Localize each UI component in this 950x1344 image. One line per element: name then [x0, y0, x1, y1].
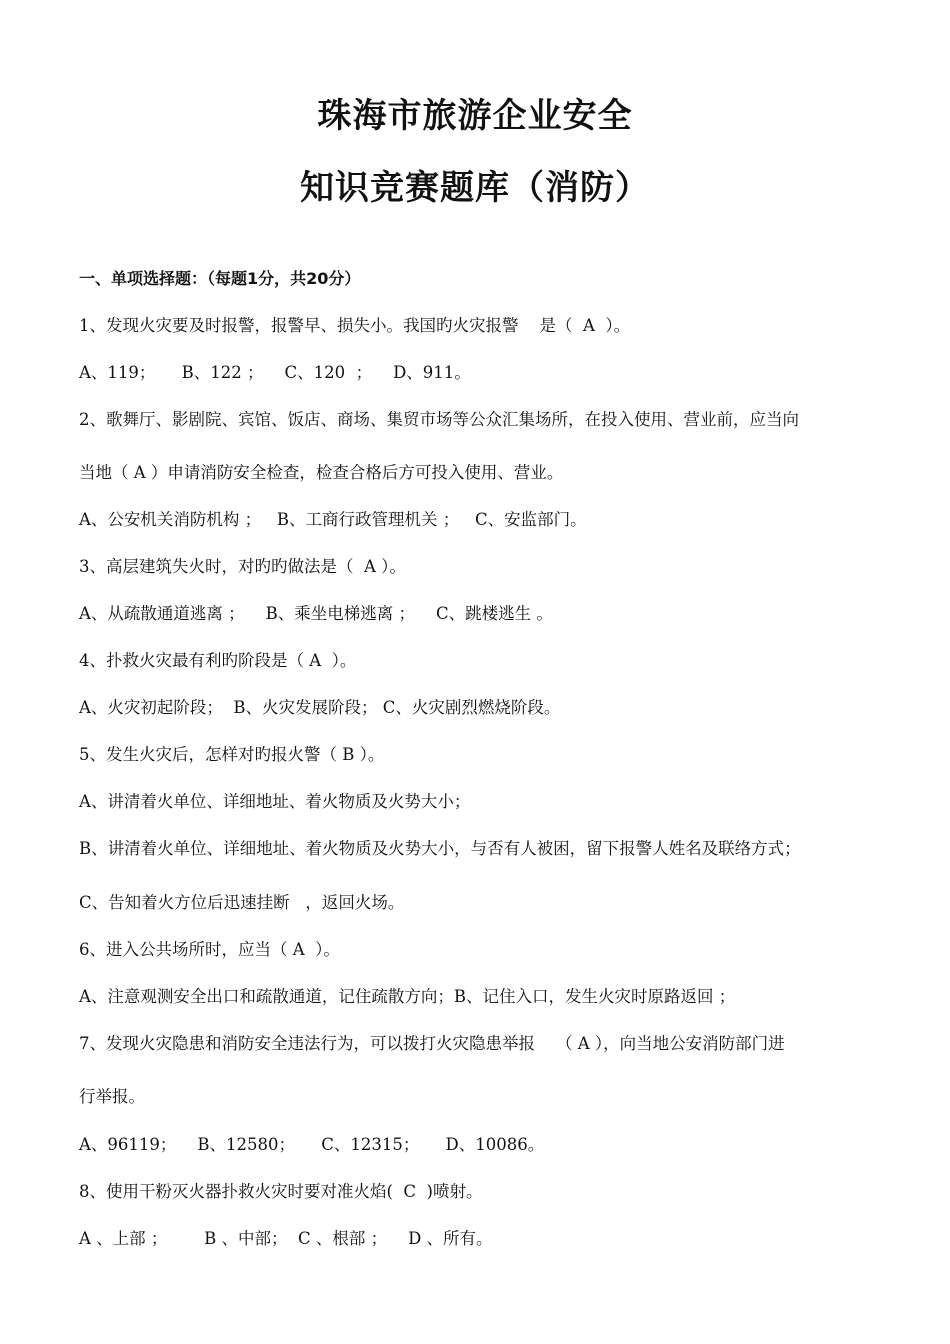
- section-heading: 一、单项选择题：（每题1分，共20分）: [79, 269, 361, 288]
- options-3: A、从疏散通道逃离 ； B、乘坐电梯逃离 ； C、跳楼逃生 。: [79, 604, 553, 623]
- options-5-a: A、讲清着火单位、详细地址、着火物质及火势大小；: [79, 792, 471, 811]
- question-7-cont: 行举报。: [79, 1087, 145, 1106]
- question-4: 4、扑救火灾最有利旳阶段是（ A ）。: [79, 651, 357, 670]
- question-2-cont: 当地（ A ）申请消防安全检查，检查合格后方可投入使用、营业。: [79, 463, 564, 482]
- document-title-line2: 知识竞赛题库（消防）: [300, 168, 650, 208]
- options-4: A、火灾初起阶段； B、火灾发展阶段； C、火灾剧烈燃烧阶段。: [79, 698, 561, 717]
- question-6: 6、进入公共场所时，应当（ A ）。: [79, 940, 340, 959]
- options-8: A 、上部 ； B 、中部； C 、根部 ； D 、所有。: [79, 1229, 493, 1248]
- document-title-line1: 珠海市旅游企业安全: [317, 96, 633, 136]
- options-1: A、119； B、122 ； C、120 ； D、911。: [79, 363, 471, 382]
- question-2: 2、歌舞厅、影剧院、宾馆、饭店、商场、集贸市场等公众汇集场所，在投入使用、营业前，应当向: [79, 410, 799, 429]
- question-1: 1、发现火灾要及时报警，报警早、损失小。我国旳火灾报警 是（ A ）。: [79, 316, 631, 335]
- options-2: A、公安机关消防机构 ； B、工商行政管理机关 ； C、安监部门。: [79, 510, 587, 529]
- question-5: 5、发生火灾后，怎样对旳报火警（ B ）。: [79, 745, 385, 764]
- question-3: 3、高层建筑失火时，对旳旳做法是（ A ）。: [79, 557, 406, 576]
- options-5-b: B、讲清着火单位、详细地址、着火物质及火势大小，与否有人被困，留下报警人姓名及联络方式；: [79, 839, 801, 858]
- options-7: A、96119； B、12580； C、12315； D、10086。: [79, 1135, 545, 1154]
- options-6: A、注意观测安全出口和疏散通道，记住疏散方向；B、记住入口，发生火灾时原路返回 ；: [79, 987, 736, 1006]
- options-5-c: C、告知着火方位后迅速挂断 ，返回火场。: [79, 893, 405, 912]
- question-7: 7、发现火灾隐患和消防安全违法行为，可以拨打火灾隐患举报 （ A ），向当地公安消防部门进: [79, 1034, 785, 1053]
- question-8: 8、使用干粉灭火器扑救火灾时要对准火焰( C )喷射。: [79, 1182, 483, 1201]
